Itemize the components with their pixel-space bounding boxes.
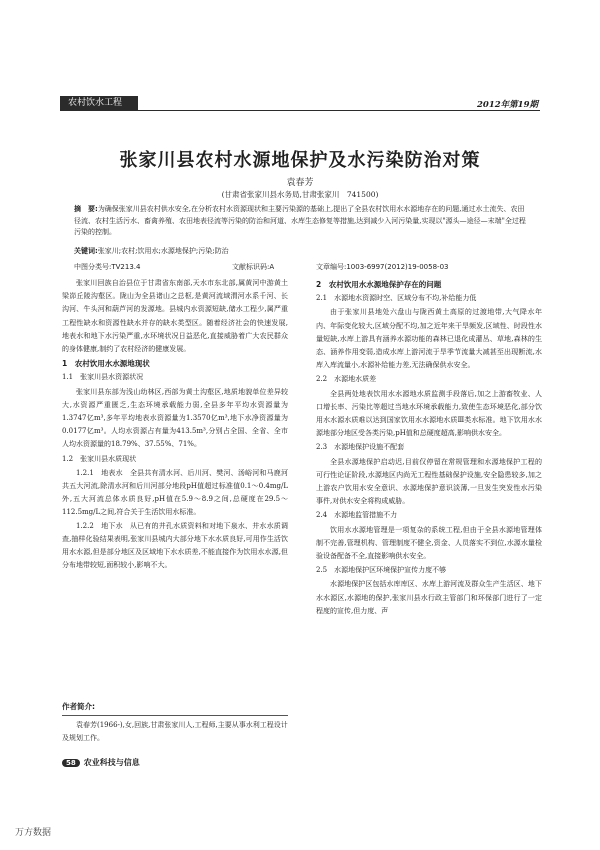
footer — [62, 757, 140, 768]
journal-name: 农业科技与信息 — [83, 757, 140, 767]
author-name: 袁春芳 — [286, 178, 314, 188]
subsection-heading-2-2: 2.2 水源地水质差 — [316, 375, 377, 384]
paragraph-2-1: 由于张家川县地处六盘山与陇西黄土高原的过渡地带,大气降水年内、年际变化较大,区域分配不均,加之近年来干旱频发,区域性、时段性水量短缺,水库上游具有涵养水源功能的森林已退化成灌丛、草地,森林的生态、涵养作用变弱,造成水库上游河流于旱季节流量大减甚至出现断流,水库入库流量小,水源补给能力差,无法确保供水安全。 — [316, 308, 542, 370]
article-title: 张家川县农村水源地保护及水污染防治对策 — [119, 150, 481, 171]
author-affiliation: (甘肃省张家川县水务局,甘肃张家川 741500) — [221, 190, 379, 199]
subsection-heading-2-4: 2.4 水源地监管措施不力 — [316, 511, 398, 520]
paragraph-1-2-2: 1.2.2 地下水 从已有的井孔水质资料和对地下泉水、井水水质调查,抽样化验结果表明,张家川县城内大部分地下水水质良好,可用作生活饮用水水源,但是部分地区及区域地下水水质差,不能直接作为饮用水水源,但分布地带较短,面积较小,影响不大。 — [62, 521, 288, 570]
section-label: 农村饮水工程 — [68, 98, 123, 108]
article-number: 文章编号:1003-6997(2012)19-0058-03 — [316, 263, 449, 271]
issue-label: 2012年第19期 — [477, 100, 538, 110]
subsection-heading-1-1: 1.1 张家川县水资源状况 — [62, 373, 144, 382]
paragraph-2-5: 水源地保护区包括水库库区、水库上游河流及群众生产生活区、地下水水源区,水源地的保护,张家川县水行政主管部门和环保部门进行了一定程度的宣传,但力度、声 — [316, 580, 542, 615]
subsection-heading-2-5: 2.5 水源地保护区环境保护宣传力度不够 — [316, 566, 447, 575]
paragraph-2-2: 全县两处地表饮用水水源地水质监测手段落后,加之上游畜牧业、人口增长率、污染比等超过当地水环境承载能力,致使生态环境恶化,部分饮用水水源水质难以达到国家饮用水水源地水质Ⅲ类水标准。地下饮用水水源地部分地区受各类污染,pH值和总硬度超高,影响供水安全。 — [316, 389, 542, 438]
watermark: 万方数据 — [15, 828, 52, 838]
paragraph-2-4: 饮用水水源地管理是一项复杂的系统工程,但由于全县水源地管理体制不完善,管理机构、管理制度不健全,资金、人员落实不到位,水源水量检验设备配备不全,直接影响供水安全。 — [316, 525, 542, 561]
subsection-heading-2-1: 2.1 水源地水资源时空、区域分布不均,补给能力低 — [316, 294, 477, 303]
keywords-text: 张家川;农村;饮用水;水源地保护;污染;防治 — [97, 247, 229, 255]
section-heading-1: 1 农村饮用水水源地现状 — [62, 359, 150, 369]
author-bio — [62, 700, 288, 745]
subsection-heading-1-2: 1.2 张家川县水质现状 — [62, 454, 137, 463]
header-rule — [60, 110, 540, 111]
abstract-text: 为确保张家川县农村供水安全,在分析农村水资源现状和主要污染源的基础上,提出了全县农村饮用水水源地存在的问题,通过水土流失、农田径流、农村生活污水、畜禽养殖、农田地表径流等污染的防治和河道、水库生态修复等措施,达到减少入河污染量,实现以"源头—途径—末端"全过程污染的控制。 — [74, 205, 526, 236]
left-column — [62, 277, 288, 572]
doc-code: 文献标识码:A — [232, 263, 275, 271]
bio-text: 袁春芳(1966-),女,回族,甘肃张家川人,工程师,主要从事水利工程设计及规划工作。 — [62, 721, 288, 742]
paragraph-1-1: 张家川县东部为浅山幼林区,西部为黄土沟壑区,地质地貌单位差异较大,水资源严重匮乏,生态环境承载能力弱,全县多年平均水资源量为1.3747亿m³,多年平均地表水资源量为1.3570亿m³,地下水净资源量为0.0177亿m³。人均水资源占有量为413.5m³,分别占全国、全省、全市人均水资源量的18.79%、37.55%、71%。 — [62, 387, 288, 449]
bio-label: 作者简介: — [62, 702, 95, 711]
intro-paragraph: 张家川回族自治县位于甘肃省东南部,天水市东北部,属黄河中游黄土梁峁丘陵沟壑区。陇山为全县诸山之总枢,是黄河流域渭河水系千河、长沟河、牛头河和葫芦河的发源地。县城内水资源短缺,储水工程少,属严重工程性缺水和资源性缺水并存的缺水类型区。随着经济社会的快速发展,地表水和地下水污染严重,水环境状况日益恶化,直接威胁着广大农民群众的身体健康,制约了农村经济的健康发展。 — [62, 279, 288, 354]
section-heading-2: 2 农村饮用水水源地保护存在的问题 — [316, 280, 442, 289]
keywords-label: 关键词: — [74, 247, 98, 255]
bio-rule — [62, 715, 288, 716]
right-column — [316, 277, 542, 618]
subsection-heading-2-3: 2.3 水源地保护设施不配套 — [316, 443, 405, 452]
abstract-label: 摘 要: — [74, 205, 98, 213]
keywords — [74, 246, 528, 256]
clc-code: 中图分类号:TV213.4 — [74, 263, 141, 271]
paragraph-1-2-1: 1.2.1 地表水 全县共有清水河、后川河、樊河、汤峪河和马鹿河共五大河流,除清水河和后川河部分地段pH值超过标准值0.1～0.4mg/L外,五大河流总体水质良好,pH值在5.9～8.9之间,总硬度在29.5～112.5mg/L之间,符合关于生活饮用水标准。 — [62, 468, 288, 517]
paragraph-2-3: 全县水源地保护启动迟,目前仅停留在常规管理和水源地保护工程的可行性论证阶段,水源地区内尚无工程性基础保护设施,安全隐患较多,加之上游农户饮用水安全意识、水源地保护意识淡薄,一旦发生突发性水污染事件,对供水安全将构成威胁。 — [316, 457, 542, 506]
section-header-band — [60, 96, 138, 110]
abstract — [74, 204, 528, 239]
page-number: 58 — [62, 759, 80, 767]
